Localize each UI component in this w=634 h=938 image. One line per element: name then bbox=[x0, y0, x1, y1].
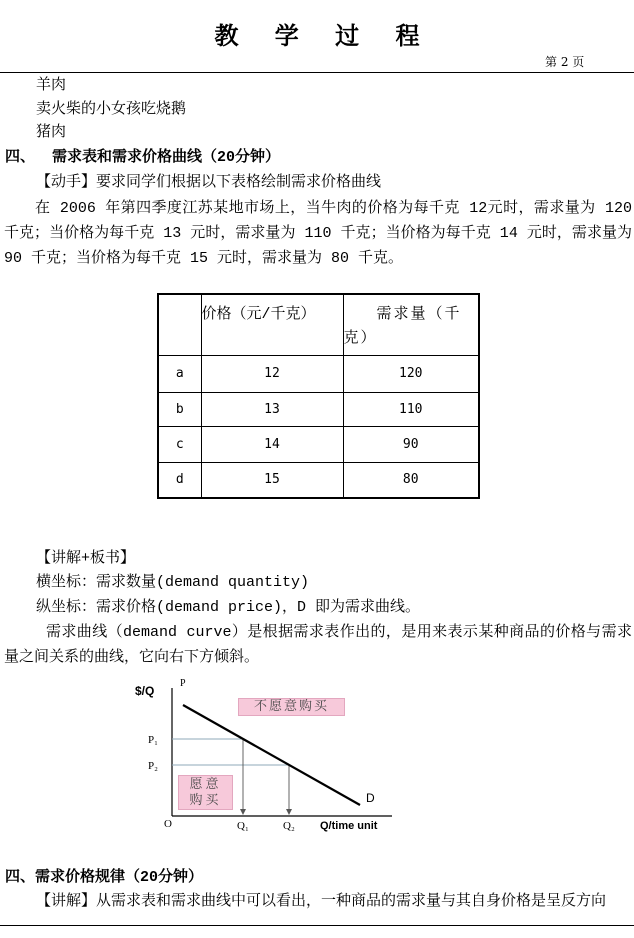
task-instruction: 【动手】要求同学们根据以下表格绘制需求价格曲线 bbox=[36, 174, 382, 191]
curve-label: D bbox=[366, 791, 375, 805]
q1-arrowhead bbox=[240, 809, 246, 815]
list-item: 猪肉 bbox=[36, 124, 67, 141]
definition-paragraph: 需求曲线（demand curve）是根据需求表作出的，是用来表示某种商品的价格与需求量之间关系的曲线，它向右下方倾斜。 bbox=[4, 624, 632, 666]
p1-label: P₁ bbox=[148, 734, 158, 746]
header-rule bbox=[0, 72, 634, 73]
q1-label: Q₁ bbox=[237, 820, 249, 832]
page-number: 第 2 页 bbox=[545, 55, 585, 69]
demand-table bbox=[157, 293, 480, 499]
table-row bbox=[158, 355, 479, 392]
row-label: a bbox=[158, 355, 201, 392]
origin-label: O bbox=[164, 818, 172, 830]
section-heading: 四、需求价格规律（20分钟） bbox=[5, 869, 204, 886]
y-axis-letter: P bbox=[180, 678, 186, 689]
header-cell-empty bbox=[158, 294, 201, 355]
header-cell-quantity: 需求量（千克） bbox=[343, 294, 479, 355]
y-axis-note: 纵坐标：需求价格(demand price)，D 即为需求曲线。 bbox=[36, 599, 421, 616]
quantity-cell: 110 bbox=[343, 392, 479, 426]
p2-label: P₂ bbox=[148, 760, 158, 772]
x-axis-label: Q/time unit bbox=[320, 820, 378, 832]
explanation-label: 【讲解+板书】 bbox=[36, 550, 136, 567]
section-heading: 需求表和需求价格曲线（20分钟） bbox=[52, 149, 281, 166]
header-cell-price: 价格（元/千克） bbox=[201, 294, 343, 355]
list-item: 羊肉 bbox=[36, 77, 67, 94]
scenario-paragraph: 在 2006 年第四季度江苏某地市场上，当牛肉的价格为每千克 12元时，需求量为 120千克；当价格为每千克 13 元时，需求量为 110 千克；当价格为每千克 14 元时，需求量为 90 千克；当价格为每千克 15 元时，需求量为 80 千克。 bbox=[4, 200, 632, 267]
row-label: b bbox=[158, 392, 201, 426]
willing-to-buy-box: 愿意购买 bbox=[178, 775, 233, 810]
row-label: c bbox=[158, 426, 201, 462]
y-unit-label: $/Q bbox=[135, 684, 155, 698]
page-title: 教 学 过 程 bbox=[214, 21, 434, 50]
q2-arrowhead bbox=[286, 809, 292, 815]
table-row bbox=[158, 392, 479, 426]
law-explanation: 【讲解】从需求表和需求曲线中可以看出，一种商品的需求量与其自身价格是呈反方向 bbox=[36, 893, 607, 910]
row-label: d bbox=[158, 462, 201, 498]
table-row bbox=[158, 462, 479, 498]
table-header-row bbox=[158, 294, 479, 355]
quantity-cell: 120 bbox=[343, 355, 479, 392]
unwilling-to-buy-box: 不愿意购买 bbox=[238, 698, 345, 716]
section-number: 四、 bbox=[5, 149, 36, 166]
price-cell: 15 bbox=[201, 462, 343, 498]
list-item: 卖火柴的小女孩吃烧鹅 bbox=[36, 101, 187, 118]
x-axis-note: 横坐标：需求数量(demand quantity) bbox=[36, 574, 310, 591]
quantity-cell: 80 bbox=[343, 462, 479, 498]
footer-rule bbox=[0, 925, 634, 926]
price-cell: 12 bbox=[201, 355, 343, 392]
q2-label: Q₂ bbox=[283, 820, 295, 832]
price-cell: 13 bbox=[201, 392, 343, 426]
quantity-cell: 90 bbox=[343, 426, 479, 462]
price-cell: 14 bbox=[201, 426, 343, 462]
table-row bbox=[158, 426, 479, 462]
